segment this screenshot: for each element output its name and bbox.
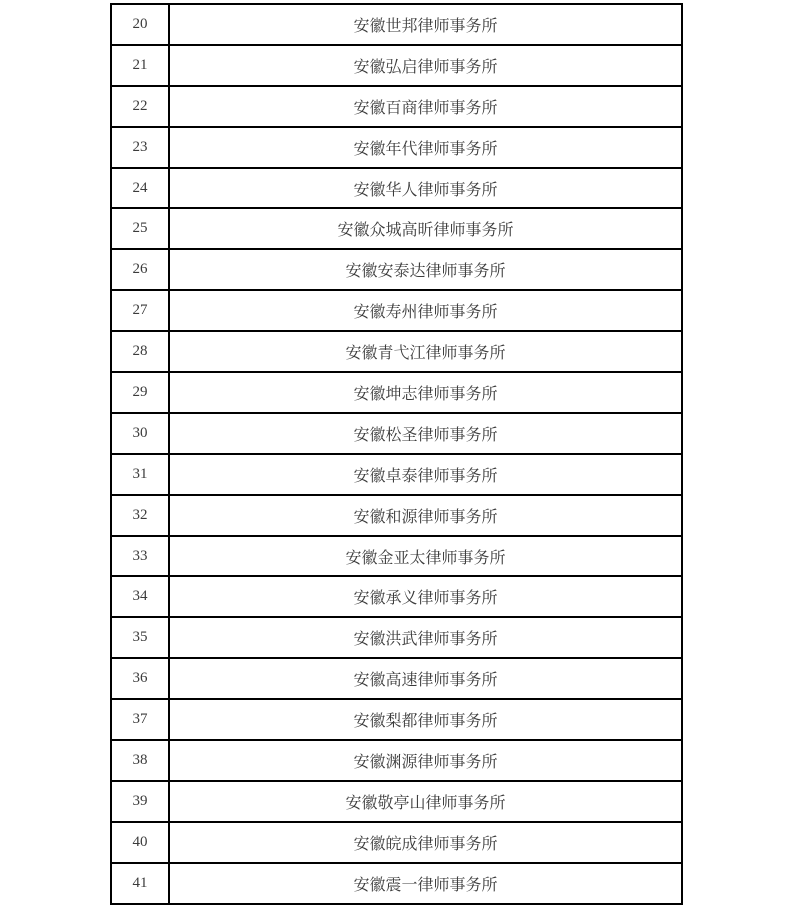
table-row (111, 86, 682, 127)
row-number-cell: 32 (111, 495, 169, 536)
firm-name-cell: 安徽震一律师事务所 (169, 863, 682, 904)
row-number-cell: 34 (111, 576, 169, 617)
firm-name-cell: 安徽承义律师事务所 (169, 576, 682, 617)
table-row (111, 863, 682, 904)
table-row (111, 331, 682, 372)
firm-name-cell: 安徽梨都律师事务所 (169, 699, 682, 740)
firm-name-cell: 安徽金亚太律师事务所 (169, 536, 682, 577)
row-number-cell: 35 (111, 617, 169, 658)
firm-name-cell: 安徽众城高昕律师事务所 (169, 208, 682, 249)
table-row (111, 249, 682, 290)
firm-name-cell: 安徽敬亭山律师事务所 (169, 781, 682, 822)
row-number-cell: 22 (111, 86, 169, 127)
firm-name-cell: 安徽皖成律师事务所 (169, 822, 682, 863)
row-number-cell: 36 (111, 658, 169, 699)
table-row (111, 658, 682, 699)
table-row (111, 617, 682, 658)
row-number-cell: 30 (111, 413, 169, 454)
row-number-cell: 20 (111, 4, 169, 45)
firm-name-cell: 安徽华人律师事务所 (169, 168, 682, 209)
row-number-cell: 37 (111, 699, 169, 740)
firm-name-cell: 安徽安泰达律师事务所 (169, 249, 682, 290)
firm-name-cell: 安徽洪武律师事务所 (169, 617, 682, 658)
firm-name-cell: 安徽坤志律师事务所 (169, 372, 682, 413)
firm-name-cell: 安徽松圣律师事务所 (169, 413, 682, 454)
table-row (111, 372, 682, 413)
row-number-cell: 40 (111, 822, 169, 863)
table-row (111, 413, 682, 454)
firm-name-cell: 安徽百商律师事务所 (169, 86, 682, 127)
row-number-cell: 31 (111, 454, 169, 495)
table-row (111, 822, 682, 863)
row-number-cell: 28 (111, 331, 169, 372)
table-row (111, 290, 682, 331)
firm-name-cell: 安徽青弋江律师事务所 (169, 331, 682, 372)
row-number-cell: 25 (111, 208, 169, 249)
firm-name-cell: 安徽世邦律师事务所 (169, 4, 682, 45)
firm-name-cell: 安徽弘启律师事务所 (169, 45, 682, 86)
table-row (111, 208, 682, 249)
firm-name-cell: 安徽高速律师事务所 (169, 658, 682, 699)
law-firm-table (110, 3, 683, 905)
row-number-cell: 21 (111, 45, 169, 86)
row-number-cell: 39 (111, 781, 169, 822)
firm-name-cell: 安徽寿州律师事务所 (169, 290, 682, 331)
table-row (111, 740, 682, 781)
firm-name-cell: 安徽卓泰律师事务所 (169, 454, 682, 495)
table-row (111, 45, 682, 86)
table-row (111, 168, 682, 209)
row-number-cell: 33 (111, 536, 169, 577)
table-row (111, 454, 682, 495)
table-row (111, 781, 682, 822)
table-row (111, 699, 682, 740)
firm-name-cell: 安徽渊源律师事务所 (169, 740, 682, 781)
table-row (111, 4, 682, 45)
row-number-cell: 23 (111, 127, 169, 168)
firm-name-cell: 安徽年代律师事务所 (169, 127, 682, 168)
table-row (111, 536, 682, 577)
table-row (111, 495, 682, 536)
row-number-cell: 29 (111, 372, 169, 413)
table-row (111, 127, 682, 168)
row-number-cell: 41 (111, 863, 169, 904)
row-number-cell: 26 (111, 249, 169, 290)
firm-table-body (111, 4, 682, 904)
row-number-cell: 38 (111, 740, 169, 781)
table-row (111, 576, 682, 617)
firm-name-cell: 安徽和源律师事务所 (169, 495, 682, 536)
row-number-cell: 27 (111, 290, 169, 331)
row-number-cell: 24 (111, 168, 169, 209)
